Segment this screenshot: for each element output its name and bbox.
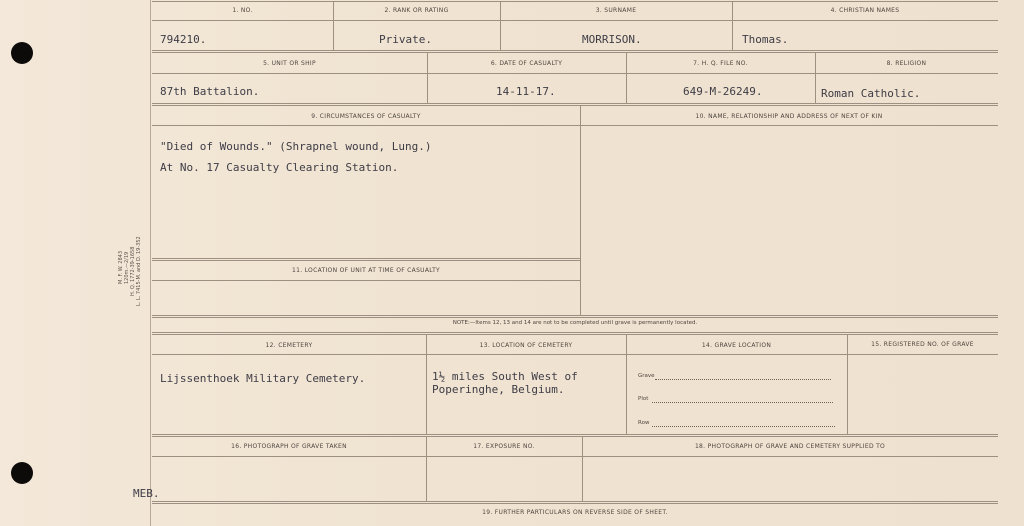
cemetery-header: 12. CEMETERY [265,342,313,349]
surname-header: 3. SURNAME [595,7,637,14]
margin-line: L. L. 7415-M. and D. 19-352 [136,236,142,306]
service-number: 794210. [160,33,207,46]
photo-taken-header: 16. PHOTOGRAPH OF GRAVE TAKEN [231,443,347,450]
row-label: Row [638,420,650,426]
hq-file-no: 649-M-26249. [683,85,763,98]
location-of-cemetery-header: 13. LOCATION OF CEMETERY [479,342,573,349]
rank-header: 2. RANK OR RATING [384,7,449,14]
exposure-header: 17. EXPOSURE NO. [473,443,535,450]
religion-header: 8. RELIGION [886,60,927,67]
next-of-kin-header: 10. NAME, RELATIONSHIP AND ADDRESS OF NEXT OF KIN [695,113,883,120]
date-of-casualty: 14-11-17. [496,85,556,98]
no-header: 1. NO. [232,7,253,14]
location-of-unit-header: 11. LOCATION OF UNIT AT TIME OF CASUALTY [291,267,441,274]
cemetery: Lijssenthoek Military Cemetery. [160,372,366,385]
footer-note: 19. FURTHER PARTICULARS ON REVERSE SIDE OF SHEET. [482,509,668,516]
clerk-initials: MEB. [133,487,160,500]
grave-label: Grave [638,373,655,379]
photo-supplied-header: 18. PHOTOGRAPH OF GRAVE AND CEMETERY SUPPLIED TO [694,443,886,450]
plot-label: Plot [638,396,649,402]
religion: Roman Catholic. [821,87,921,100]
punch-hole-bottom [11,462,33,484]
unit: 87th Battalion. [160,85,260,98]
unit-header: 5. UNIT OR SHIP [263,60,316,67]
punch-hole-top [11,42,33,64]
rank: Private. [379,33,432,46]
date-header: 6. DATE OF CASUALTY [490,60,563,67]
circumstances-line-2: At No. 17 Casualty Clearing Station. [160,161,399,174]
file-header: 7. H. Q. FILE NO. [693,60,748,67]
location-of-cemetery-line-2: Poperinghe, Belgium. [432,383,565,396]
margin-line: H. Q. 1772-39-1658 [130,246,136,296]
grave-location-header: 14. GRAVE LOCATION [701,342,772,349]
location-of-cemetery-line-1: 1½ miles South West of [432,370,578,383]
circumstances-header: 9. CIRCUMSTANCES OF CASUALTY [311,113,421,120]
margin-line: M. F. W. 2843 [118,250,124,284]
note: NOTE:—Items 12, 13 and 14 are not to be completed until grave is permanently located. [452,320,698,326]
registered-no-header: 15. REGISTERED NO. OF GRAVE [871,341,974,348]
christian-names-header: 4. CHRISTIAN NAMES [830,7,900,14]
christian-names: Thomas. [742,33,789,46]
surname: MORRISON. [582,33,642,46]
circumstances-line-1: "Died of Wounds." (Shrapnel wound, Lung.) [160,140,432,153]
margin-line: 120m.—2/19 [124,251,130,284]
